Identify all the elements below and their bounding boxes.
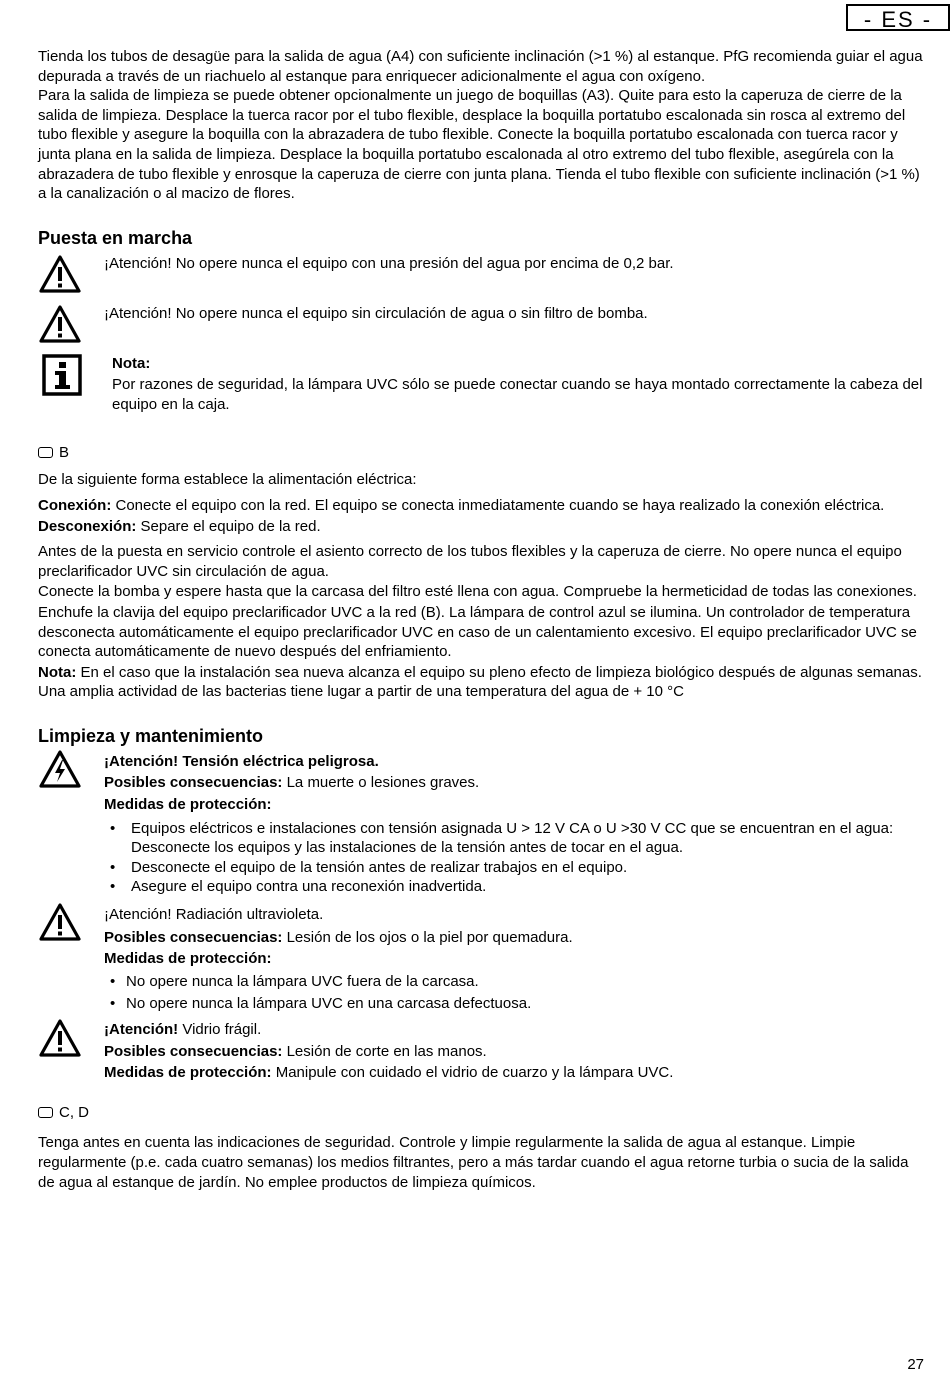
warning-glass: [38, 1020, 924, 1083]
section-title-puesta: Puesta en marcha: [38, 227, 193, 248]
note-text: Por razones de seguridad, la lámpara UVC sólo se puede conectar cuando se haya montado correctamente la cabeza del equipo en la caja.: [112, 376, 923, 413]
uv-measures-label: Medidas de protección:: [104, 950, 272, 968]
warning-circulation: [38, 304, 924, 354]
supply-intro: De la siguiente forma establece la alimentación eléctrica:: [38, 471, 417, 489]
final-paragraph: Tenga antes en cuenta las indicaciones de seguridad. Controle y limpie regularmente la salida de agua al estanque. Limpie regularmente (p.e. cada cuatro semanas) los medios filtrantes, pero a más tardar cuando el agua retorne turbia o sucia de la salida de agua al estanque de jardín. No emplee productos de limpieza químicos.: [38, 1134, 909, 1191]
warning-triangle-icon: [38, 304, 82, 344]
list-item: • No opere nunca la lámpara UVC fuera de la carcasa.: [104, 972, 924, 992]
uv-warning-title: ¡Atención! Radiación ultravioleta.: [104, 906, 324, 924]
list-item: • Equipos eléctricos e instalaciones con tensión asignada U > 12 V CA o U >30 V CC que se encuentran en el agua: Desconecte los equipos y las instalaciones de la tensión antes de tocar en el agua.: [104, 819, 924, 858]
uv-consequences: [104, 928, 924, 948]
glass-title-rest: Vidrio frágil.: [178, 1021, 262, 1038]
electric-cons-text: La muerte o lesiones graves.: [282, 774, 480, 792]
electric-consequences: [104, 773, 924, 793]
glass-warning-title: [104, 1020, 924, 1040]
glass-consequences: [104, 1042, 924, 1062]
figure-box-icon: [38, 447, 53, 458]
conecte-paragraph: Conecte la bomba y espere hasta que la carcasa del filtro esté llena con agua. Compruebe la hermeticidad de todas las conexiones.: [38, 583, 917, 601]
figure-reference-label: C, D: [59, 1103, 89, 1121]
nota-label: Nota:: [38, 663, 77, 681]
electric-hazard-icon: [38, 749, 82, 789]
conexion-paragraph: [38, 496, 924, 516]
glass-measures-text: Manipule con cuidado el vidrio de cuarzo y la lámpara UVC.: [271, 1064, 674, 1082]
warning-pressure: [38, 254, 924, 304]
section-title-limpieza: Limpieza y mantenimiento: [38, 725, 264, 746]
conexion-label: Conexión:: [38, 496, 112, 514]
language-tag: - ES -: [846, 4, 950, 31]
desconexion-label: Desconexión:: [38, 517, 137, 535]
uv-cons-label: Posibles consecuencias:: [104, 928, 283, 946]
enchufe-paragraph: Enchufe la clavija del equipo preclarificador UVC a la red (B). La lámpara de control azul se ilumina. Un controlador de temperatura desconecta automáticamente el equipo preclarificador UVC en caso de un calentamiento excesivo. El equipo preclarificador UVC se conecta automáticamente de nuevo después del enfriamiento.: [38, 603, 917, 661]
desconexion-text: Separe el equipo de la red.: [136, 517, 321, 535]
warning-triangle-icon: [38, 1018, 82, 1058]
glass-measures: [104, 1063, 924, 1083]
note-title: Nota:: [112, 354, 151, 372]
list-item: • No opere nunca la lámpara UVC en una carcasa defectuosa.: [104, 994, 924, 1014]
figure-reference-cd: [38, 1103, 924, 1123]
warning-circulation-text: ¡Atención! No opere nunca el equipo sin circulación de agua o sin filtro de bomba.: [104, 304, 648, 322]
nota-paragraph: [38, 663, 924, 702]
page-content: [38, 47, 924, 1192]
electric-measures-label: Medidas de protección:: [104, 796, 272, 814]
uv-cons-text: Lesión de los ojos o la piel por quemadura.: [282, 928, 573, 946]
glass-title-bold: ¡Atención!: [104, 1021, 179, 1038]
uv-measures-list: [104, 972, 924, 1014]
glass-cons-text: Lesión de corte en las manos.: [282, 1042, 487, 1060]
warning-triangle-icon: [38, 902, 82, 942]
conexion-text: Conecte el equipo con la red. El equipo se conecta inmediatamente cuando se haya realizado la conexión eléctrica.: [111, 496, 885, 514]
intro-paragraph-2: Para la salida de limpieza se puede obtener opcionalmente un juego de boquillas (A3). Quite para esto la caperuza de cierre de la salida de limpieza. Desplace la tuerca racor por el tubo flexible, desplace la boquilla portatubo escalonada sin rosca al extremo del tubo flexible y asegure la boquilla con la abrazadera de tubo flexible. Conecte la boquilla portatubo escalonada con tuerca racor y junta plana en la salida de limpieza. Desplace la boquilla portatubo escalonada al otro extremo del tubo flexible, asegúrela con la abrazadera de tubo flexible y enrosque la caperuza de cierre con junta plana. Tienda el tubo flexible con suficiente inclinación (>1 %) a la canalización o al macizo de flores.: [38, 87, 920, 203]
note-block: [38, 354, 924, 416]
list-item: • Desconecte el equipo de la tensión antes de realizar trabajos en el equipo.: [104, 858, 924, 878]
nota-text: En el caso que la instalación sea nueva alcanza el equipo su pleno efecto de limpieza biológico después de algunas semanas. Una amplia actividad de las bacterias tiene lugar a partir de una temperatura del agua de + 10 °C: [38, 663, 922, 701]
figure-box-icon: [38, 1107, 53, 1118]
electric-measures-list: [104, 819, 924, 897]
warning-triangle-icon: [38, 254, 82, 294]
electric-warning-title: ¡Atención! Tensión eléctrica peligrosa.: [104, 752, 379, 770]
electric-cons-label: Posibles consecuencias:: [104, 774, 283, 792]
antes-paragraph: Antes de la puesta en servicio controle el asiento correcto de los tubos flexibles y la caperuza de cierre. No opere nunca el equipo preclarificador UVC sin circulación de agua.: [38, 543, 902, 580]
glass-cons-label: Posibles consecuencias:: [104, 1042, 283, 1060]
warning-uv: [38, 905, 924, 1014]
warning-electric: [38, 752, 924, 897]
figure-reference-label: B: [59, 443, 70, 461]
intro-paragraph-1: Tienda los tubos de desagüe para la salida de agua (A4) con suficiente inclinación (>1 %) al estanque. PfG recomienda guiar el agua depurada a través de un riachuelo al estanque para enriquecer adicionalmente el agua con oxígeno.: [38, 48, 923, 85]
desconexion-paragraph: [38, 517, 924, 537]
figure-reference-b: [38, 443, 924, 463]
page-number: 27: [907, 1356, 924, 1373]
info-icon: [42, 354, 82, 396]
glass-measures-label: Medidas de protección:: [104, 1064, 272, 1082]
list-item: • Asegure el equipo contra una reconexión inadvertida.: [104, 877, 924, 897]
warning-pressure-text: ¡Atención! No opere nunca el equipo con una presión del agua por encima de 0,2 bar.: [104, 254, 674, 272]
